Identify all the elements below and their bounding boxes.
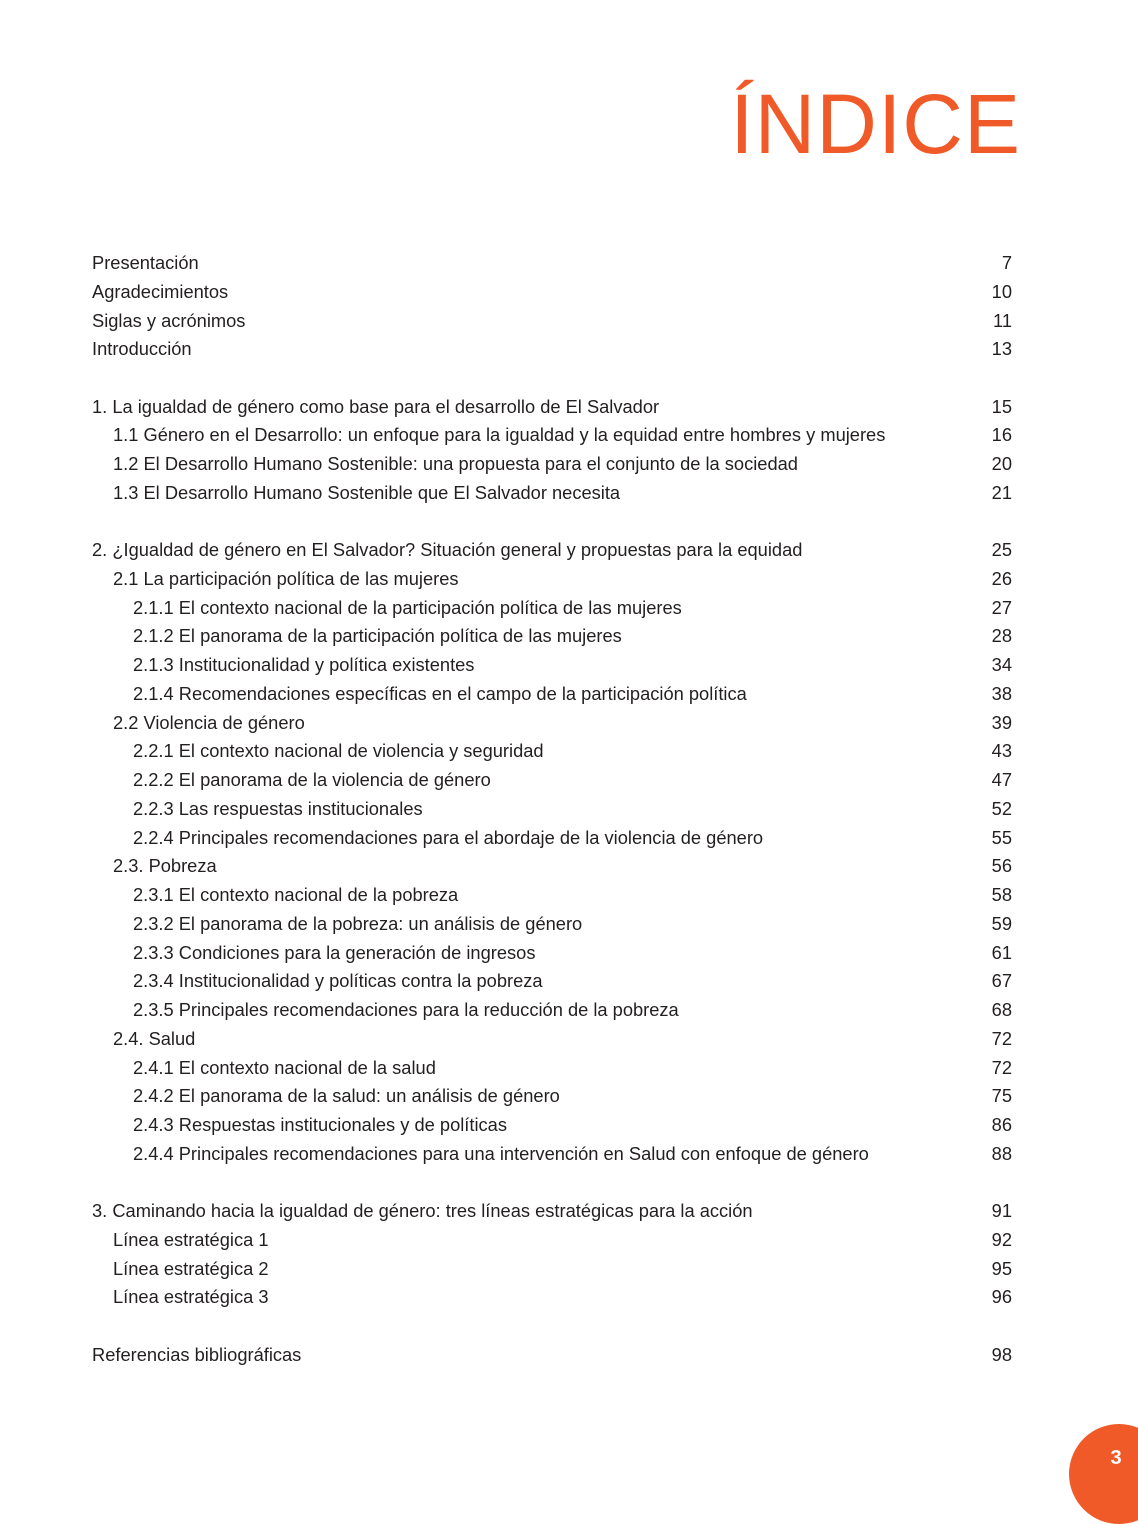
toc-entry-label: Línea estratégica 1 <box>113 1228 269 1250</box>
toc-entry-label: 2.3.3 Condiciones para la generación de ingresos <box>133 941 536 963</box>
table-of-contents <box>0 249 1138 1369</box>
toc-entry <box>0 651 1138 680</box>
toc-entry-label: 2.4.2 El panorama de la salud: un análisis de género <box>133 1085 560 1107</box>
toc-entry <box>0 565 1138 594</box>
toc-entry-page: 56 <box>991 855 1012 877</box>
toc-entry-page: 28 <box>991 625 1012 647</box>
toc-entry-label: Agradecimientos <box>92 280 229 302</box>
toc-entry-page: 39 <box>991 711 1012 733</box>
toc-entry <box>0 766 1138 795</box>
page-title: ÍNDICE <box>730 77 1021 171</box>
page-number-badge <box>1069 1424 1138 1524</box>
toc-entry-label: Referencias bibliográficas <box>92 1343 302 1365</box>
toc-entry <box>0 737 1138 766</box>
toc-entry <box>0 967 1138 996</box>
toc-entry-page: 72 <box>991 1027 1012 1049</box>
toc-entry <box>0 307 1138 336</box>
toc-entry-label: 2. ¿Igualdad de género en El Salvador? Situación general y propuestas para la equidad <box>92 539 803 560</box>
toc-entry-page: 10 <box>991 280 1012 302</box>
toc-entry-page: 75 <box>991 1085 1012 1107</box>
toc-entry-label: 2.2.4 Principales recomendaciones para el abordaje de la violencia de género <box>133 826 764 848</box>
toc-entry <box>0 450 1138 479</box>
toc-entry-label: 1.2 El Desarrollo Humano Sostenible: una propuesta para el conjunto de la sociedad <box>113 453 798 474</box>
toc-entry <box>0 335 1138 364</box>
toc-entry <box>0 1111 1138 1140</box>
toc-entry-page: 15 <box>991 395 1012 417</box>
toc-entry-label: 2.3. Pobreza <box>113 855 217 877</box>
toc-entry <box>0 622 1138 651</box>
toc-entry <box>0 996 1138 1025</box>
toc-entry <box>0 536 1138 565</box>
toc-entry-label: Línea estratégica 2 <box>113 1257 269 1279</box>
toc-entry <box>0 709 1138 738</box>
toc-entry-page: 7 <box>1001 252 1012 273</box>
toc-entry-page: 43 <box>991 740 1012 762</box>
toc-entry <box>0 795 1138 824</box>
toc-entry-label: Presentación <box>92 252 199 273</box>
toc-entry <box>0 1140 1138 1169</box>
toc-entry-page: 13 <box>991 338 1012 360</box>
toc-entry-label: 2.2.1 El contexto nacional de violencia y seguridad <box>133 740 544 762</box>
toc-entry-page: 68 <box>991 999 1012 1020</box>
toc-entry <box>0 393 1138 422</box>
toc-entry <box>0 1054 1138 1083</box>
toc-entry-label: 2.2.2 El panorama de la violencia de género <box>133 769 491 790</box>
toc-entry-label: 2.2.3 Las respuestas institucionales <box>133 797 423 819</box>
toc-entry-page: 26 <box>991 567 1012 589</box>
toc-entry-page: 55 <box>991 826 1012 848</box>
toc-entry-label: 2.3.2 El panorama de la pobreza: un análisis de género <box>133 912 583 934</box>
toc-entry-page: 59 <box>991 912 1012 934</box>
toc-entry-page: 67 <box>991 970 1012 992</box>
toc-entry <box>0 479 1138 508</box>
toc-entry-label: 2.3.1 El contexto nacional de la pobreza <box>133 884 459 905</box>
toc-entry <box>0 852 1138 881</box>
toc-entry <box>0 1226 1138 1255</box>
toc-entry-page: 25 <box>991 539 1012 560</box>
toc-entry-page: 61 <box>991 941 1012 963</box>
toc-entry-label: 1.1 Género en el Desarrollo: un enfoque para la igualdad y la equidad entre hombres y mujeres <box>113 424 886 446</box>
toc-entry-page: 27 <box>991 596 1012 618</box>
toc-entry <box>0 1025 1138 1054</box>
toc-entry-label: 2.3.5 Principales recomendaciones para la reducción de la pobreza <box>133 999 679 1020</box>
toc-entry-page: 34 <box>991 654 1012 675</box>
toc-entry-page: 88 <box>991 1142 1012 1164</box>
toc-entry <box>0 594 1138 623</box>
toc-entry-label: 1.3 El Desarrollo Humano Sostenible que El Salvador necesita <box>113 481 621 503</box>
toc-entry-label: 2.2 Violencia de género <box>113 711 305 733</box>
toc-entry-page: 16 <box>991 424 1012 446</box>
page-number: 3 <box>1110 1447 1122 1469</box>
toc-entry-page: 58 <box>991 884 1012 905</box>
toc-entry <box>0 1255 1138 1284</box>
toc-entry <box>0 278 1138 307</box>
toc-entry-label: 2.4.4 Principales recomendaciones para una intervención en Salud con enfoque de género <box>133 1142 869 1164</box>
toc-entry-page: 20 <box>991 453 1012 474</box>
toc-entry-label: 2.1 La participación política de las mujeres <box>113 567 459 589</box>
toc-entry-page: 11 <box>993 309 1012 331</box>
toc-entry-label: 2.4.1 El contexto nacional de la salud <box>133 1056 436 1078</box>
toc-entry-label: 2.4. Salud <box>113 1027 196 1049</box>
toc-entry <box>0 421 1138 450</box>
toc-entry <box>0 1197 1138 1226</box>
toc-entry-page: 92 <box>991 1228 1012 1250</box>
toc-entry <box>0 881 1138 910</box>
toc-entry-label: 2.1.1 El contexto nacional de la participación política de las mujeres <box>133 596 682 618</box>
toc-entry-page: 91 <box>991 1200 1012 1221</box>
toc-entry-label: 2.1.3 Institucionalidad y política existentes <box>133 654 475 675</box>
toc-entry <box>0 680 1138 709</box>
toc-entry-page: 96 <box>991 1286 1012 1308</box>
toc-entry-label: 2.4.3 Respuestas institucionales y de políticas <box>133 1114 507 1135</box>
toc-entry-label: Introducción <box>92 338 192 360</box>
toc-entry <box>0 910 1138 939</box>
toc-entry-label: 2.3.4 Institucionalidad y políticas contra la pobreza <box>133 970 543 992</box>
toc-entry <box>0 1341 1138 1370</box>
toc-entry-page: 86 <box>991 1114 1012 1135</box>
toc-entry-label: Línea estratégica 3 <box>113 1286 269 1308</box>
toc-entry <box>0 1082 1138 1111</box>
toc-entry-label: Siglas y acrónimos <box>92 309 246 331</box>
toc-entry-label: 2.1.4 Recomendaciones específicas en el campo de la participación política <box>133 682 747 704</box>
toc-entry-label: 3. Caminando hacia la igualdad de género: tres líneas estratégicas para la acción <box>92 1200 753 1221</box>
toc-entry <box>0 249 1138 278</box>
toc-entry-page: 21 <box>991 481 1012 503</box>
toc-entry-page: 95 <box>991 1257 1012 1279</box>
toc-entry-label: 1. La igualdad de género como base para el desarrollo de El Salvador <box>92 395 660 417</box>
toc-entry-page: 47 <box>991 769 1012 790</box>
toc-entry-page: 72 <box>991 1056 1012 1078</box>
toc-entry-page: 98 <box>991 1343 1012 1365</box>
toc-entry-page: 38 <box>991 682 1012 704</box>
toc-entry <box>0 939 1138 968</box>
toc-entry-page: 52 <box>991 797 1012 819</box>
toc-entry <box>0 1283 1138 1312</box>
toc-entry <box>0 824 1138 853</box>
toc-entry-label: 2.1.2 El panorama de la participación política de las mujeres <box>133 625 622 647</box>
